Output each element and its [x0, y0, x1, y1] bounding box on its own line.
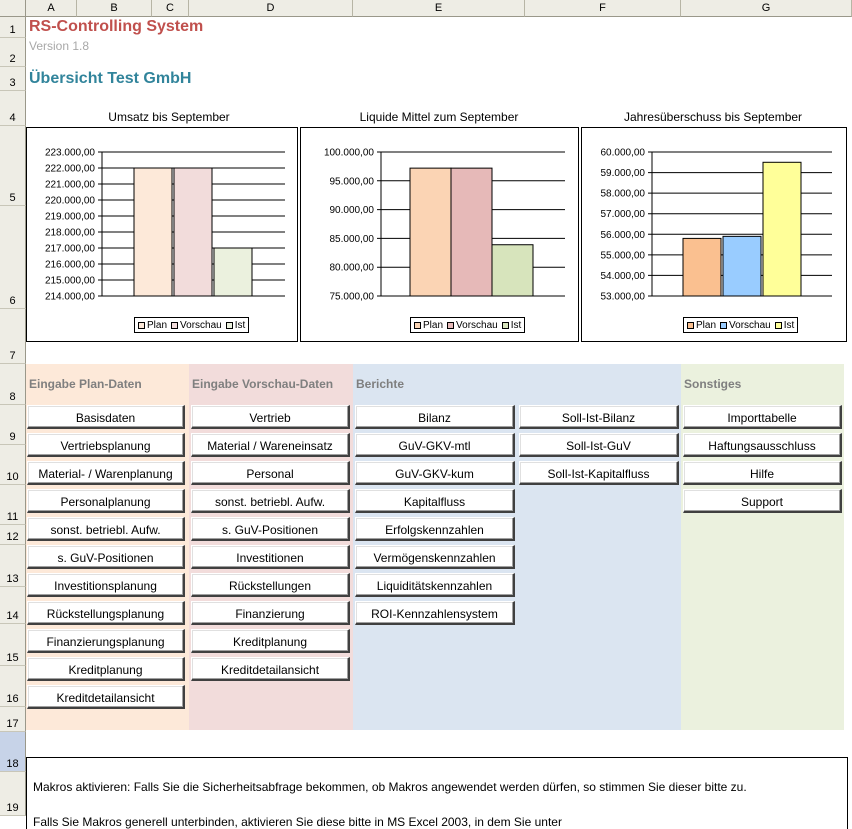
y-tick-label: 219.000,00: [44, 211, 95, 223]
y-tick-label: 222.000,00: [44, 163, 95, 175]
bar-ist[interactable]: [214, 248, 252, 296]
row-header-17[interactable]: 17: [0, 707, 26, 732]
legend-swatch-vorschau: [447, 322, 454, 329]
report-button-bilanz[interactable]: Bilanz: [355, 405, 515, 429]
y-tick-label: 85.000,00: [329, 233, 374, 245]
row-header-5[interactable]: 5: [0, 126, 26, 206]
misc-button-importtabelle[interactable]: Importtabelle: [683, 405, 842, 429]
plan-button-finanzierungsplanung[interactable]: Finanzierungsplanung: [27, 629, 185, 653]
bar-vorschau[interactable]: [174, 168, 212, 296]
row-header-12[interactable]: 12: [0, 525, 26, 545]
section-title-plan: Eingabe Plan-Daten: [29, 377, 142, 391]
macro-info-line-1: Makros aktivieren: Falls Sie die Sicherheitsabfrage bekommen, ob Makros angewendet werden dürfen, so stimmen Sie dieser bitte zu.: [33, 780, 747, 794]
chart-liquide-mittel[interactable]: [300, 127, 579, 342]
legend-label-ist: Ist: [234, 319, 246, 331]
plan-button-investitionsplanung[interactable]: Investitionsplanung: [27, 573, 185, 597]
legend-label-plan: Plan: [696, 319, 717, 331]
y-tick-label: 75.000,00: [329, 291, 374, 303]
legend-swatch-vorschau: [720, 322, 727, 329]
macro-info-line-2: Falls Sie Makros generell unterbinden, aktivieren Sie diese bitte in MS Excel 2003, in dem Sie unter: [33, 815, 562, 829]
misc-button-hilfe[interactable]: Hilfe: [683, 461, 842, 485]
chart-umsatz-plot: [27, 128, 299, 343]
row-header-7[interactable]: 7: [0, 309, 26, 364]
row-header-6[interactable]: 6: [0, 206, 26, 309]
plan-button-kreditdetailansicht[interactable]: Kreditdetailansicht: [27, 685, 185, 709]
report-button-guv-gkv-kum[interactable]: GuV-GKV-kum: [355, 461, 515, 485]
y-tick-label: 58.000,00: [600, 188, 645, 200]
chart-liquide-mittel-plot: [301, 128, 580, 343]
y-tick-label: 218.000,00: [44, 227, 95, 239]
legend-label-plan: Plan: [147, 319, 168, 331]
forecast-button-guv-positionen[interactable]: s. GuV-Positionen: [191, 517, 350, 541]
y-tick-label: 54.000,00: [600, 270, 645, 282]
y-tick-label: 95.000,00: [329, 176, 374, 188]
plan-button-kreditplanung[interactable]: Kreditplanung: [27, 657, 185, 681]
column-header-f[interactable]: F: [525, 0, 681, 17]
bar-plan[interactable]: [683, 238, 721, 296]
forecast-button-vertrieb[interactable]: Vertrieb: [191, 405, 350, 429]
legend-item-plan: [138, 320, 167, 331]
legend-swatch-plan: [687, 322, 694, 329]
report-button-soll-ist-kapitalfluss[interactable]: Soll-Ist-Kapitalfluss: [519, 461, 679, 485]
y-tick-label: 55.000,00: [600, 250, 645, 262]
forecast-button-investitionen[interactable]: Investitionen: [191, 545, 350, 569]
bar-ist[interactable]: [763, 162, 801, 296]
legend-swatch-plan: [138, 322, 145, 329]
legend-swatch-plan: [414, 322, 421, 329]
legend-swatch-vorschau: [171, 322, 178, 329]
legend-label-plan: Plan: [423, 319, 444, 331]
legend-item-vorschau: [720, 320, 771, 331]
legend-item-vorschau: [171, 320, 222, 331]
y-tick-label: 216.000,00: [44, 259, 95, 271]
y-tick-label: 56.000,00: [600, 229, 645, 241]
legend-label-ist: Ist: [783, 319, 795, 331]
row-header-13[interactable]: 13: [0, 545, 26, 587]
legend-swatch-ist: [775, 322, 782, 329]
legend-label-ist: Ist: [510, 319, 522, 331]
y-tick-label: 57.000,00: [600, 209, 645, 221]
column-header-g[interactable]: G: [681, 0, 852, 17]
legend-label-vorschau: Vorschau: [456, 319, 498, 331]
bar-plan[interactable]: [134, 168, 172, 296]
plan-button-guv-positionen[interactable]: s. GuV-Positionen: [27, 545, 185, 569]
plan-button-rueckstellungsplanung[interactable]: Rückstellungsplanung: [27, 601, 185, 625]
row-header-1[interactable]: 1: [0, 17, 26, 38]
row-header-18[interactable]: 18: [0, 732, 26, 772]
column-header-c[interactable]: C: [152, 0, 189, 17]
y-tick-label: 59.000,00: [600, 168, 645, 180]
forecast-button-personal[interactable]: Personal: [191, 461, 350, 485]
forecast-button-rueckstellungen[interactable]: Rückstellungen: [191, 573, 350, 597]
plan-button-basisdaten[interactable]: Basisdaten: [27, 405, 185, 429]
misc-button-haftungsausschluss[interactable]: Haftungsausschluss: [683, 433, 842, 457]
row-header-8[interactable]: 8: [0, 364, 26, 405]
row-header-9[interactable]: 9: [0, 405, 26, 445]
legend-item-ist: [502, 320, 522, 331]
forecast-button-kreditplanung[interactable]: Kreditplanung: [191, 629, 350, 653]
column-header-e[interactable]: E: [353, 0, 525, 17]
plan-button-sonst-betriebl-aufw[interactable]: sonst. betriebl. Aufw.: [27, 517, 185, 541]
report-button-liquiditaetskennzahlen[interactable]: Liquiditätskennzahlen: [355, 573, 515, 597]
row-header-10[interactable]: 10: [0, 445, 26, 485]
chart-title-liquide-mittel: Liquide Mittel zum September: [359, 110, 519, 124]
y-tick-label: 215.000,00: [44, 275, 95, 287]
forecast-button-material-wareneinsatz[interactable]: Material / Wareneinsatz: [191, 433, 350, 457]
chart-title-jahresueberschuss: Jahresüberschuss bis September: [623, 110, 803, 124]
legend-item-vorschau: [447, 320, 498, 331]
row-header-2[interactable]: 2: [0, 38, 26, 67]
chart-title-umsatz: Umsatz bis September: [108, 110, 230, 124]
y-tick-label: 53.000,00: [600, 291, 645, 303]
y-tick-label: 221.000,00: [44, 179, 95, 191]
report-button-soll-ist-guv[interactable]: Soll-Ist-GuV: [519, 433, 679, 457]
legend-item-ist: [775, 320, 795, 331]
chart-umsatz-legend: [134, 317, 249, 333]
chart-jahresueberschuss[interactable]: [581, 127, 847, 342]
y-tick-label: 220.000,00: [44, 195, 95, 207]
legend-swatch-ist: [502, 322, 509, 329]
column-header-a[interactable]: A: [26, 0, 77, 17]
plan-button-material-warenplanung[interactable]: Material- / Warenplanung: [27, 461, 185, 485]
section-title-berichte: Berichte: [356, 377, 405, 391]
report-button-roi-kennzahlensystem[interactable]: ROI-Kennzahlensystem: [355, 601, 515, 625]
column-header-d[interactable]: D: [189, 0, 353, 17]
legend-item-ist: [226, 320, 246, 331]
report-button-erfolgskennzahlen[interactable]: Erfolgskennzahlen: [355, 517, 515, 541]
legend-label-vorschau: Vorschau: [180, 319, 222, 331]
row-header-11[interactable]: 11: [0, 485, 26, 525]
bar-ist[interactable]: [492, 245, 533, 296]
legend-item-plan: [687, 320, 716, 331]
section-title-vorschau: Eingabe Vorschau-Daten: [192, 377, 334, 391]
report-button-guv-gkv-mtl[interactable]: GuV-GKV-mtl: [355, 433, 515, 457]
report-button-kapitalfluss[interactable]: Kapitalfluss: [355, 489, 515, 513]
chart-jahresueberschuss-legend: [683, 317, 798, 333]
plan-button-vertriebsplanung[interactable]: Vertriebsplanung: [27, 433, 185, 457]
app-title: RS-Controlling System: [29, 18, 204, 35]
report-button-soll-ist-bilanz[interactable]: Soll-Ist-Bilanz: [519, 405, 679, 429]
forecast-button-kreditdetailansicht[interactable]: Kreditdetailansicht: [191, 657, 350, 681]
y-tick-label: 100.000,00: [323, 147, 374, 159]
row-header-14[interactable]: 14: [0, 587, 26, 624]
y-tick-label: 80.000,00: [329, 262, 374, 274]
select-all-corner[interactable]: [0, 0, 26, 17]
misc-button-support[interactable]: Support: [683, 489, 842, 513]
macro-info-box: [26, 757, 848, 829]
row-header-16[interactable]: 16: [0, 666, 26, 707]
legend-item-plan: [414, 320, 443, 331]
forecast-button-sonst-betriebl-aufw[interactable]: sonst. betriebl. Aufw.: [191, 489, 350, 513]
row-header-19[interactable]: 19: [0, 772, 26, 816]
version-label: Version 1.8: [29, 39, 90, 53]
bar-vorschau[interactable]: [451, 168, 492, 296]
section-title-sonstiges: Sonstiges: [684, 377, 742, 391]
row-header-15[interactable]: 15: [0, 624, 26, 666]
forecast-button-finanzierung[interactable]: Finanzierung: [191, 601, 350, 625]
bar-vorschau[interactable]: [723, 236, 761, 296]
column-header-b[interactable]: B: [77, 0, 152, 17]
plan-button-personalplanung[interactable]: Personalplanung: [27, 489, 185, 513]
bar-plan[interactable]: [410, 168, 451, 296]
y-tick-label: 223.000,00: [44, 147, 95, 159]
row-header-4[interactable]: 4: [0, 91, 26, 126]
row-header-3[interactable]: 3: [0, 67, 26, 91]
chart-liquide-mittel-legend: [410, 317, 525, 333]
y-tick-label: 90.000,00: [329, 205, 374, 217]
chart-jahresueberschuss-plot: [582, 128, 848, 343]
report-button-vermoegenskennzahlen[interactable]: Vermögenskennzahlen: [355, 545, 515, 569]
y-tick-label: 214.000,00: [44, 291, 95, 303]
y-tick-label: 217.000,00: [44, 243, 95, 255]
y-tick-label: 60.000,00: [600, 147, 645, 159]
legend-swatch-ist: [226, 322, 233, 329]
legend-label-vorschau: Vorschau: [729, 319, 771, 331]
company-overview-title: Übersicht Test GmbH: [29, 70, 192, 87]
chart-umsatz[interactable]: [26, 127, 298, 342]
